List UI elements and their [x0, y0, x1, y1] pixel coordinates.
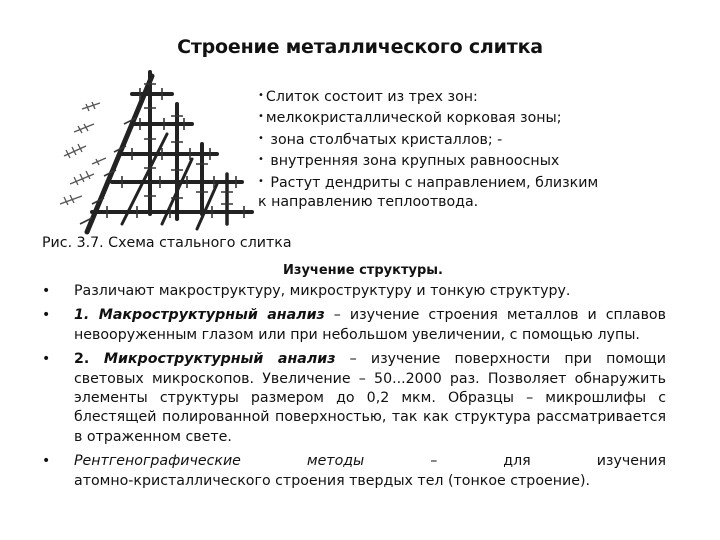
bullet-icon: • [258, 132, 264, 144]
top-bullet: • Растут дендриты с направлением, близким [258, 174, 599, 191]
top-bullet: • внутренняя зона крупных равноосных [258, 153, 560, 170]
bullet-icon: • [258, 111, 264, 123]
list-item: • 2. Микроструктурный анализ – изучение поверхности при помощи световых микроскопов. Увеличение – 50...2000 раз. Позволяет обнаружить элементы структуры размером до 0,2 мкм. Образцы – микрошлифы с блестящей полированной поверхностью, так как структура рассматривается в отраженном свете. [42, 351, 666, 445]
list-item: • Различают макроструктуру, микроструктуру и тонкую структуру. [42, 282, 666, 301]
top-bullet: • Слиток состоит из трех зон: [258, 89, 478, 105]
term-xray-methods: Рентгенографические методы [74, 453, 365, 470]
ingot-zones-list [258, 86, 668, 212]
bullet-icon: • [42, 307, 51, 324]
top-bullet: • мелкокристаллической корковая зоны; [258, 110, 562, 127]
figure-caption: Рис. 3.7. Схема стального слитка [42, 235, 292, 251]
top-bullet: • зона столбчатых кристаллов; - [258, 131, 503, 148]
list-item: • Рентгенографические методы – для изучения атомно-кристаллического строения твердых тел (тонкое строение). [42, 453, 666, 489]
slide-title: Строение металлического слитка [177, 36, 543, 58]
bullet-icon: • [42, 351, 51, 368]
term-macro-analysis: 1. Макроструктурный анализ [74, 307, 325, 324]
top-bullet-continuation: к направлению теплоотвода. [258, 194, 479, 211]
dendrite-illustration [52, 64, 267, 239]
term-micro-analysis: Микроструктурный анализ [89, 351, 336, 368]
structure-analysis-list [42, 282, 666, 496]
bullet-icon: • [42, 283, 51, 299]
section-subheading: Изучение структуры. [283, 263, 443, 278]
bullet-icon: • [258, 90, 264, 101]
bullet-icon: • [258, 154, 264, 166]
bullet-icon: • [42, 453, 51, 470]
list-item: • 1. Макроструктурный анализ – изучение строения металлов и сплавов невооруженным глазом или при небольшом увеличении, с помощью лупы. [42, 307, 666, 343]
bullet-icon: • [258, 175, 264, 187]
